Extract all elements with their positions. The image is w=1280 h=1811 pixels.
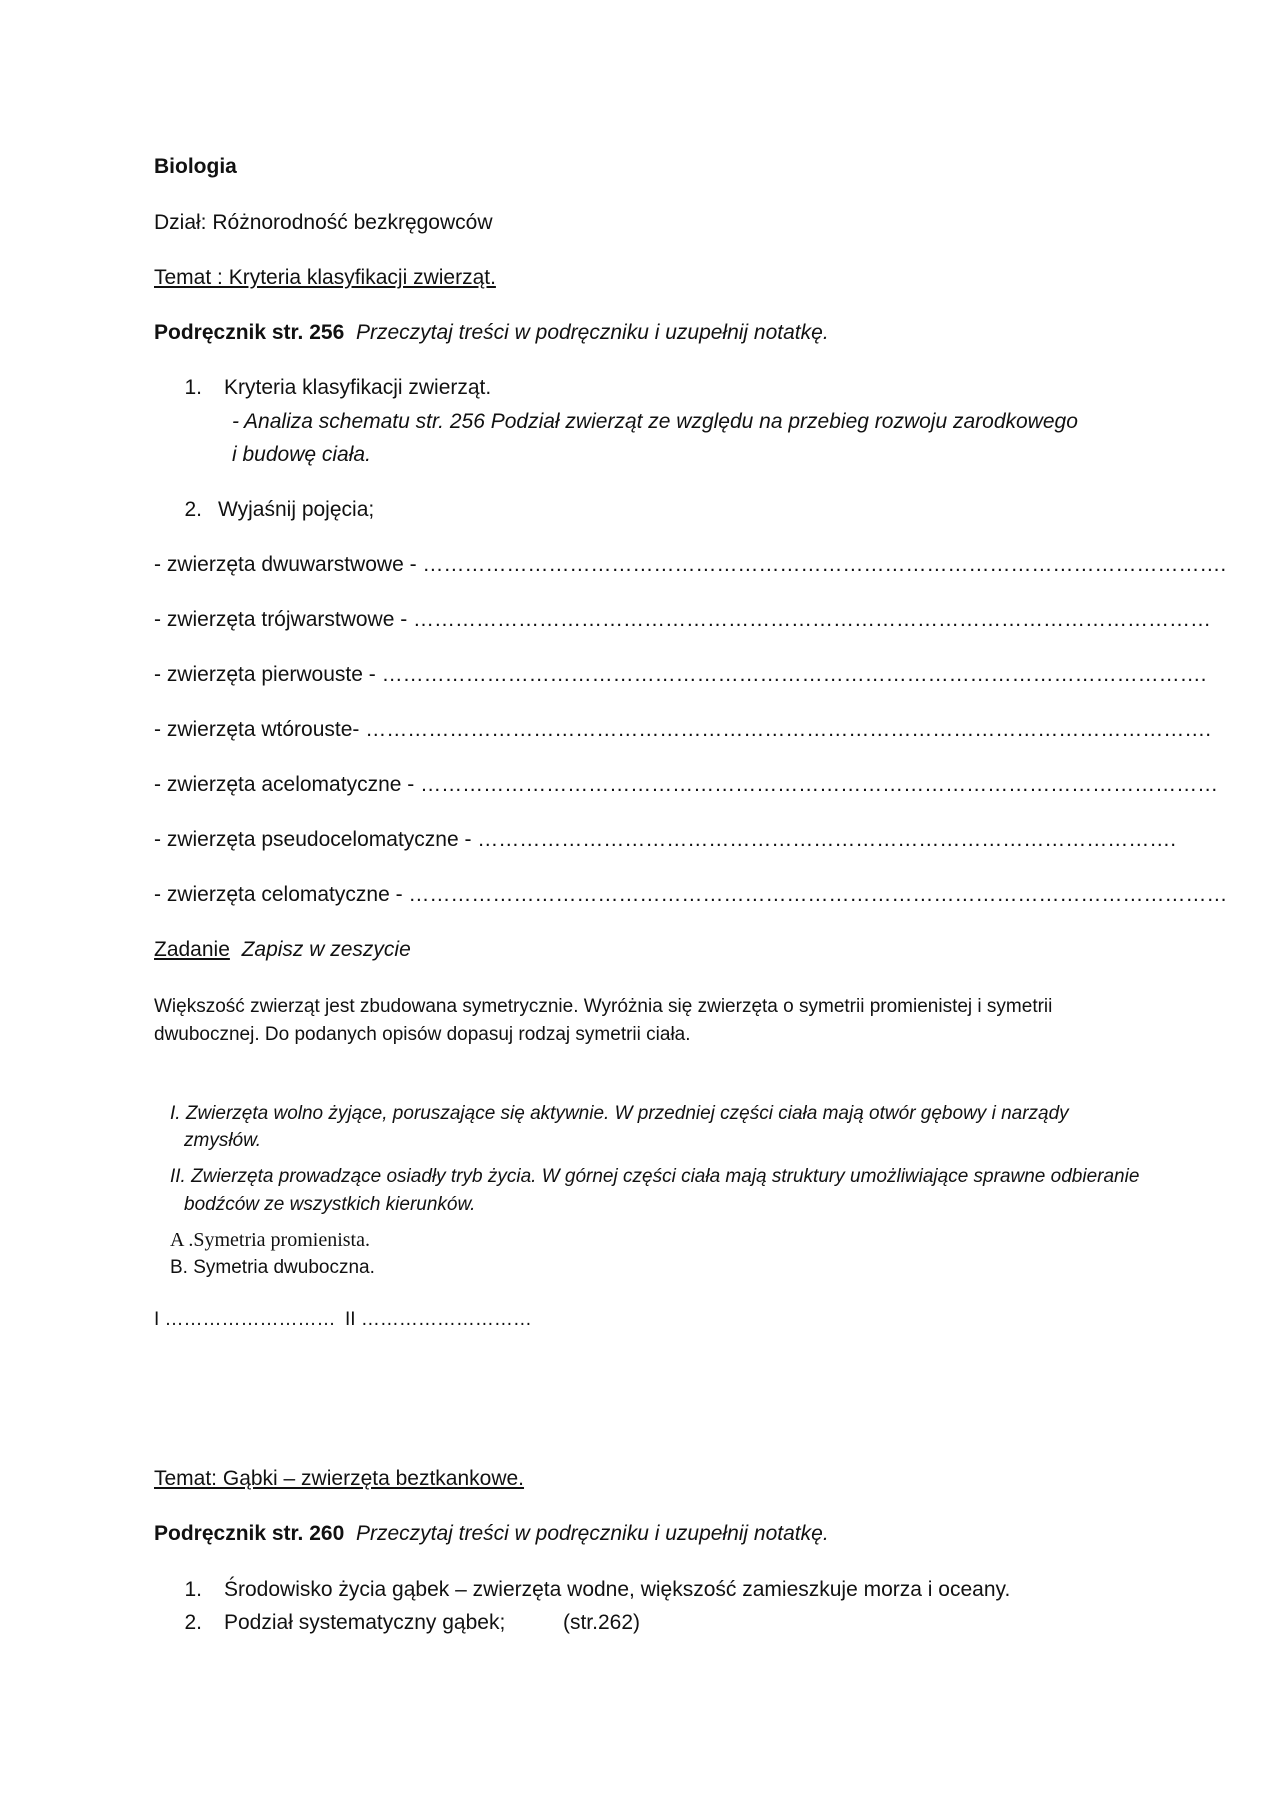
textbook-instruction: Przeczytaj treści w podręczniku i uzupełnij notatkę. xyxy=(355,1522,829,1545)
list-item-text: Wyjaśnij pojęcia; xyxy=(218,498,375,521)
definition-line: - zwierzęta pierwouste - ………………………………………………………………………………………………………. xyxy=(154,663,1207,686)
task-text-line-1: Większość zwierząt jest zbudowana symetrycznie. Wyróżnia się zwierzęta o symetrii promienistej i symetrii xyxy=(154,996,1053,1017)
definition-line: - zwierzęta acelomatyczne - …………………………………………………………………………………………………… xyxy=(154,773,1219,796)
list-number: 2. xyxy=(184,498,202,521)
option-A: A .Symetria promienista. xyxy=(170,1229,370,1251)
textbook-reference-2 xyxy=(154,1520,829,1548)
definition-line: - zwierzęta trójwarstwowe - …………………………………………………………………………………………………… xyxy=(154,608,1212,631)
option-B: B. Symetria dwuboczna. xyxy=(170,1257,375,1278)
topic-2-list-item-1 xyxy=(154,1576,1010,1604)
list-number: 2. xyxy=(184,1611,202,1634)
description-II-line-2: bodźców ze wszystkich kierunków. xyxy=(184,1194,476,1215)
task-instruction: Zapisz w zeszycie xyxy=(241,938,411,961)
list-item-2 xyxy=(154,496,374,524)
page-reference: (str.262) xyxy=(562,1611,641,1634)
list-item-text: Kryteria klasyfikacji zwierząt. xyxy=(224,376,492,399)
textbook-instruction: Przeczytaj treści w podręczniku i uzupełnij notatkę. xyxy=(355,321,829,344)
list-item-1-sub-line-2: i budowę ciała. xyxy=(232,443,371,466)
textbook-label: Podręcznik str. 256 xyxy=(154,321,345,344)
list-number: 1. xyxy=(184,1578,202,1601)
task-text-line-2: dwubocznej. Do podanych opisów dopasuj rodzaj symetrii ciała. xyxy=(154,1024,691,1045)
definition-line: - zwierzęta dwuwarstwowe - ……………………………………………………………………………………………………. xyxy=(154,553,1227,576)
definition-line: - zwierzęta celomatyczne - ……………………………………………………………………………………………………… xyxy=(154,883,1228,906)
topic-2-title: Temat: Gąbki – zwierzęta beztkankowe. xyxy=(154,1467,525,1490)
answer-I: I ……………………… xyxy=(154,1309,336,1330)
textbook-reference-1 xyxy=(154,319,829,347)
description-I-line-1: I. Zwierzęta wolno żyjące, poruszające się aktywnie. W przedniej części ciała mają otwór gębowy i narządy xyxy=(170,1103,1069,1124)
textbook-label: Podręcznik str. 260 xyxy=(154,1522,345,1545)
topic-1-title: Temat : Kryteria klasyfikacji zwierząt. xyxy=(154,266,496,289)
list-item-1 xyxy=(154,374,491,402)
section-heading: Dział: Różnorodność bezkręgowców xyxy=(154,211,493,234)
list-number: 1. xyxy=(184,376,202,399)
answer-II: II ……………………… xyxy=(345,1309,532,1330)
definition-line: - zwierzęta wtórouste- …………………………………………………………………………………………………………. xyxy=(154,718,1212,741)
description-II-line-1: II. Zwierzęta prowadzące osiadły tryb życia. W górnej części ciała mają struktury umożliwiające sprawne odbieranie xyxy=(170,1166,1140,1187)
task-heading xyxy=(154,936,411,964)
topic-2-list-item-2 xyxy=(154,1609,640,1637)
definition-line: - zwierzęta pseudocelomatyczne - ………………………………………………………………………………………. xyxy=(154,828,1177,851)
list-item-1-sub-line-1: - Analiza schematu str. 256 Podział zwierząt ze względu na przebieg rozwoju zarodkowego xyxy=(232,410,1078,433)
list-item-text: Podział systematyczny gąbek; xyxy=(224,1611,506,1634)
subject-heading: Biologia xyxy=(154,155,237,178)
description-I-line-2: zmysłów. xyxy=(184,1130,262,1151)
list-item-text: Środowisko życia gąbek – zwierzęta wodne, większość zamieszkuje morza i oceany. xyxy=(224,1578,1011,1601)
task-label: Zadanie xyxy=(154,938,230,961)
